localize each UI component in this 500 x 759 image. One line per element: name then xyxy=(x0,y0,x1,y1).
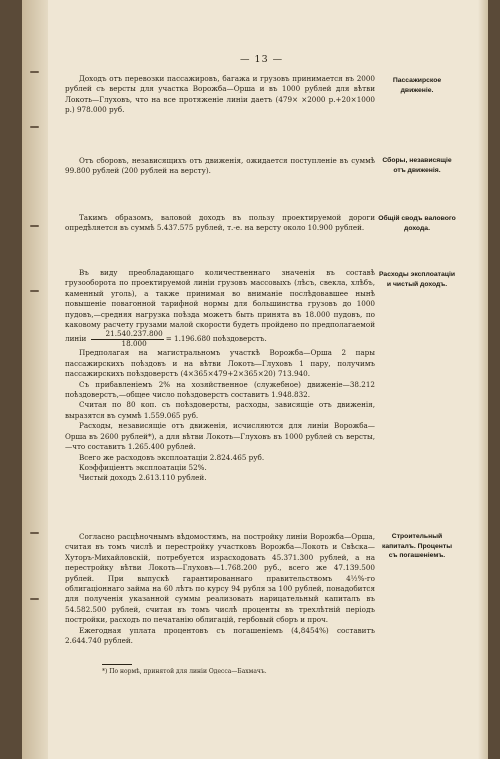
binding-hole xyxy=(30,532,39,534)
margin-note-fees: Сборы, независящіе отъ движенія. xyxy=(382,157,452,174)
binding-hole xyxy=(30,225,39,227)
footnote: *) По нормѣ, принятой для линіи Одесса—Бахмачъ. xyxy=(102,668,267,675)
paragraph-text: Съ прибавленіемъ 2% на хозяйственное (служебное) движеніе—38.212 поѣздоверстъ,—общее число поѣздоверстъ составитъ 1.948.832. xyxy=(65,379,375,400)
paragraph-text: Предполагая на магистральномъ участкѣ Ворожба—Орша 2 пары пассажирскихъ поѣздовъ и на вѣтви Локоть—Глуховъ 1 пару, получимъ пассажирскихъ поѣздоверстъ (4×365×479+2×365×20) 713.940. xyxy=(65,348,375,379)
paragraph-text: Отъ сборовъ, независящихъ отъ движенія, ожидается поступленіе въ суммѣ 99.800 рублей (200 рублей на версту). xyxy=(65,156,375,176)
binding-hole xyxy=(30,126,39,128)
book-page xyxy=(22,0,488,759)
page-number: — 13 — xyxy=(240,54,284,65)
margin-note-gross: Общій сводъ валового дохода. xyxy=(378,215,456,232)
binding-hole xyxy=(30,290,39,292)
paragraph-text: Такимъ образомъ, валовой доходъ въ пользу проектируемой дороги опредѣляется въ суммѣ 5.437.575 рублей, т.-е. на версту около 10.900 рублей. xyxy=(65,213,375,233)
fraction-denominator: 18.000 xyxy=(121,338,147,348)
margin-note-expenses: Расходы эксплоатаціи и чистый доходъ. xyxy=(378,271,456,288)
fraction xyxy=(91,330,164,348)
page-edge-shadow xyxy=(478,0,488,759)
paragraph-text xyxy=(65,268,375,348)
paragraph-text: Расходы, независящіе отъ движенія, исчисляются для линіи Ворожба—Орша въ 2600 рублей*), а для вѣтви Локоть—Глуховъ въ 1000 рублей съ версты,—что составитъ 1.265.400 рублей. xyxy=(65,421,375,452)
paragraph-text: Коэффиціентъ эксплоатаціи 52%. xyxy=(79,462,207,472)
paragraph-text: Чистый доходъ 2.613.110 рублей. xyxy=(79,473,207,483)
fraction-numerator: 21.540.237.800 xyxy=(91,330,164,340)
paragraph-text: Доходъ отъ перевозки пассажировъ, багажа и грузовъ принимается въ 2000 рублей съ версты для участка Ворожба—Орша и въ 1000 рублей для вѣтви Локоть—Глуховъ, что на все протяженіе линіи даетъ (479× ×2000 р.+20×1000 р.) 978.000 руб. xyxy=(65,74,375,115)
paragraph-passenger-revenue xyxy=(65,74,375,116)
paragraph-expenses xyxy=(65,268,375,484)
margin-note-passenger: Пассажирское движеніе. xyxy=(392,77,442,94)
paragraph-text-start: Въ виду преобладающаго количественнаго значенія въ составѣ грузооборота по проектируемой линіи грузовъ массовыхъ (лѣсъ, свекла, хлѣбъ, каменный уголь), а также принимая во вниманіе послѣдовавшее нынѣ повышеніе повагонной тарифной нормы для большинства грузовъ до 1000 пудовъ,—средняя нагрузка поѣзда можетъ быть принята въ 18.000 пудовъ, по каковому расчету грузами малой скорости будетъ пройдено по предполагаемой линіи xyxy=(65,268,375,344)
footnote-rule xyxy=(102,664,132,665)
paragraph-fees xyxy=(65,156,375,177)
paragraph-text-end: = 1.196.680 поѣздоверстъ. xyxy=(165,334,267,344)
paragraph-text: Считая по 80 коп. съ поѣздоверсты, расходы, зависящіе отъ движенія, выразятся въ суммѣ 1.559.065 руб. xyxy=(65,400,375,420)
margin-note-capital: Строительный капиталъ. Проценты съ погашеніемъ. xyxy=(381,533,452,559)
binding-hole xyxy=(30,71,39,73)
binding-hole xyxy=(30,598,39,600)
paragraph-capital xyxy=(65,532,375,646)
paragraph-text: Согласно расцѣночнымъ вѣдомостямъ, на постройку линіи Ворожба—Орша, считая въ томъ числѣ и перестройку участковъ Ворожба—Локоть и Свѣска—Хуторъ-Михайловскій, потребуется израсходовать 45.371.300 рублей, а на перестройку вѣтви Локоть—Глуховъ—1.768.200 руб., всего же 47.139.500 рублей. При выпускѣ гарантированнаго правительствомъ 4½%-го облигаціоннаго займа на 60 лѣтъ по курсу 94 рубля за 100 рублей, понадобится для полученія указанной суммы реализовать нарицательный капиталъ въ 54.582.500 рублей, считая въ томъ числѣ проценты въ трехлѣтній періодъ постройки, расходъ по печатанію облигацій, гербовый сборъ и проч. xyxy=(65,532,375,625)
binding-edge xyxy=(22,0,48,759)
paragraph-text: Ежегодная уплата процентовъ съ погашеніемъ (4,8454%) составитъ 2.644.740 рублей. xyxy=(65,625,375,646)
paragraph-text: Всего же расходовъ эксплоатаціи 2.824.465 руб. xyxy=(79,452,265,462)
paragraph-gross-income xyxy=(65,213,375,234)
